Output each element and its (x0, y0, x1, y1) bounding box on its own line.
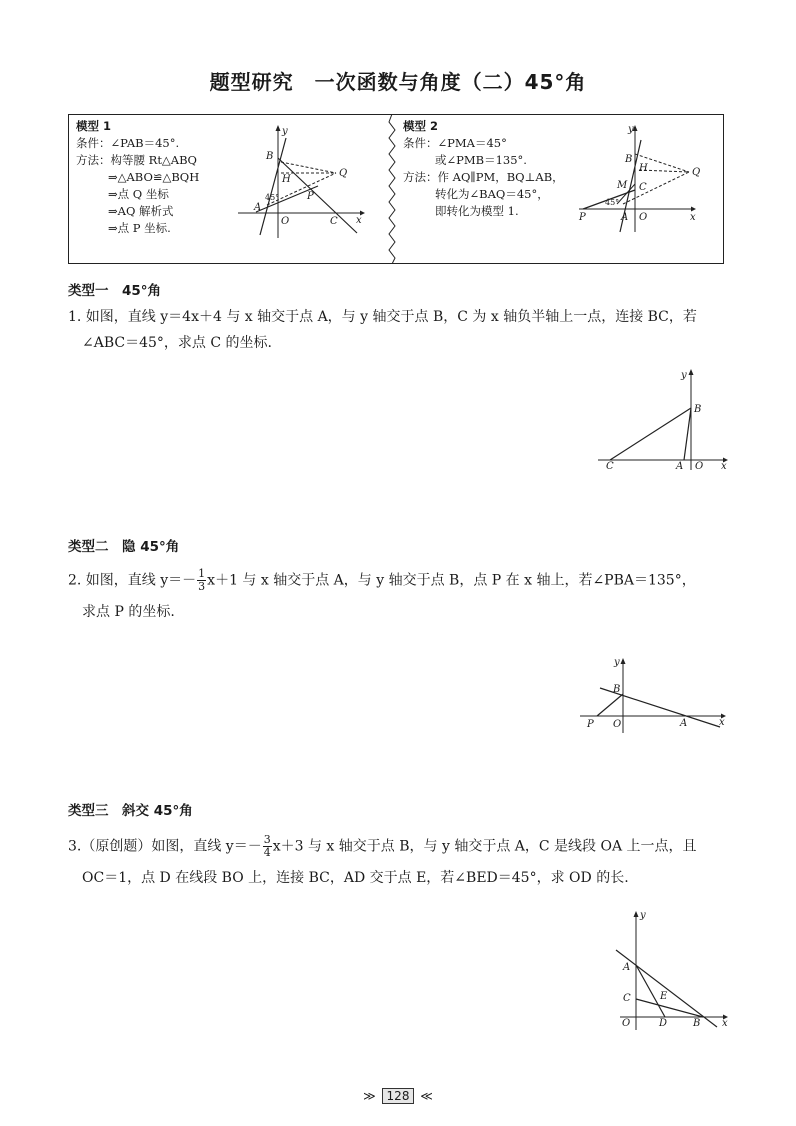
x-label: x (356, 215, 362, 226)
label-a: A (621, 212, 629, 223)
label-e: E (660, 991, 668, 1002)
model1-line: 条件：∠PAB＝45°. (76, 136, 180, 150)
label-a: A (680, 718, 688, 729)
question-2-line1 (68, 568, 732, 593)
figure-3 (612, 906, 737, 1036)
label-c: C (330, 216, 338, 227)
model2-line: 条件：∠PMA＝45° (403, 136, 507, 150)
label-c: C (639, 182, 647, 193)
label-a: A (676, 461, 684, 472)
model2-text (403, 118, 564, 220)
question-1 (68, 306, 732, 354)
label-angle: 45° (265, 193, 280, 202)
y-label: y (640, 910, 646, 921)
section-heading-type1: 类型一 45°角 (68, 283, 162, 299)
label-m: M (617, 180, 628, 191)
model2-figure (575, 120, 715, 238)
model1-text (76, 118, 199, 237)
label-q: Q (692, 167, 701, 178)
model1-figure (232, 120, 372, 240)
arrow-right-icon: ≫ (363, 1089, 376, 1103)
question-2-text-a: 2. 如图，直线 y＝－ (68, 572, 197, 589)
section-heading-type3: 类型三 斜交 45°角 (68, 803, 193, 819)
model1-line: ⇒△ABO≌△BQH (108, 170, 200, 184)
question-3-text-a: 3.（原创题）如图，直线 y＝－ (68, 838, 262, 855)
model1-line: ⇒AQ 解析式 (108, 204, 174, 218)
question-2 (68, 568, 732, 623)
x-label: x (690, 212, 696, 223)
page-title: 题型研究 一次函数与角度（二）45°角 (209, 70, 587, 94)
question-1-line1: 1. 如图，直线 y＝4x＋4 与 x 轴交于点 A，与 y 轴交于点 B，C 为 x 轴负半轴上一点，连接 BC，若 (68, 309, 697, 325)
label-b: B (613, 684, 621, 695)
model1-line: 方法：构等腰 Rt△ABQ (76, 153, 197, 167)
fraction (263, 834, 272, 859)
zigzag-divider (387, 114, 397, 264)
model2-line: 或∠PMB＝135°. (435, 153, 527, 167)
figure-1 (596, 368, 736, 473)
question-2-text-b: x＋1 与 x 轴交于点 A，与 y 轴交于点 B，点 P 在 x 轴上，若∠PBA＝135°， (207, 572, 696, 589)
label-h: H (282, 174, 291, 185)
question-3-text-b: x＋3 与 x 轴交于点 B，与 y 轴交于点 A，C 是线段 OA 上一点，且 (272, 838, 697, 855)
model2-line: 转化为∠BAQ＝45°， (435, 187, 549, 201)
x-label: x (721, 461, 727, 472)
fraction (197, 568, 206, 593)
arrow-left-icon: ≪ (420, 1089, 433, 1103)
label-q: Q (339, 168, 348, 179)
y-label: y (282, 126, 288, 137)
label-c: C (606, 461, 614, 472)
label-a: A (254, 202, 262, 213)
segment-cb (610, 408, 691, 460)
segment-ab (684, 408, 691, 460)
question-3-line1 (68, 834, 732, 859)
model1-heading: 模型 1 (76, 119, 112, 133)
label-p: P (307, 191, 314, 202)
fraction-denominator: 4 (263, 846, 271, 859)
fraction-denominator: 3 (198, 580, 206, 593)
label-o: O (639, 212, 648, 223)
label-o: O (695, 461, 704, 472)
label-angle: 45° (605, 198, 620, 207)
label-b: B (266, 151, 274, 162)
figure-2 (580, 657, 730, 737)
y-label: y (681, 370, 687, 381)
y-label: y (628, 124, 634, 135)
label-c: C (623, 993, 631, 1004)
label-h: H (639, 163, 648, 174)
fraction-numerator: 3 (263, 833, 271, 846)
y-label: y (614, 657, 620, 668)
label-b: B (694, 404, 702, 415)
x-label: x (719, 717, 725, 728)
model1-line: ⇒点 P 坐标. (108, 221, 171, 235)
label-o: O (622, 1018, 631, 1029)
line-ab (616, 950, 717, 1027)
page-number (0, 1088, 796, 1104)
label-a: A (623, 962, 631, 973)
label-d: D (659, 1018, 668, 1029)
model2-line: 即转化为模型 1. (435, 204, 519, 218)
question-2-line2: 求点 P 的坐标. (82, 604, 175, 620)
label-p: P (587, 719, 594, 730)
model2-line: 方法：作 AQ∥PM，BQ⊥AB， (403, 170, 564, 184)
page-number-value: 128 (382, 1088, 415, 1104)
model2-heading: 模型 2 (403, 119, 439, 133)
label-b: B (625, 154, 633, 165)
x-label: x (722, 1018, 728, 1029)
dashed-bq (281, 162, 336, 173)
label-p: P (579, 212, 586, 223)
section-heading-type2: 类型二 隐 45°角 (68, 539, 180, 555)
model1-line: ⇒点 Q 坐标 (108, 187, 169, 201)
question-3 (68, 834, 732, 889)
question-3-line2: OC＝1，点 D 在线段 BO 上，连接 BC，AD 交于点 E，若∠BED＝45°，求 OD 的长. (82, 870, 629, 886)
label-b: B (693, 1018, 701, 1029)
label-o: O (613, 719, 622, 730)
fraction-numerator: 1 (198, 567, 206, 580)
segment-pb (597, 694, 623, 716)
question-1-line2: ∠ABC＝45°，求点 C 的坐标. (82, 335, 272, 351)
label-o: O (281, 216, 290, 227)
